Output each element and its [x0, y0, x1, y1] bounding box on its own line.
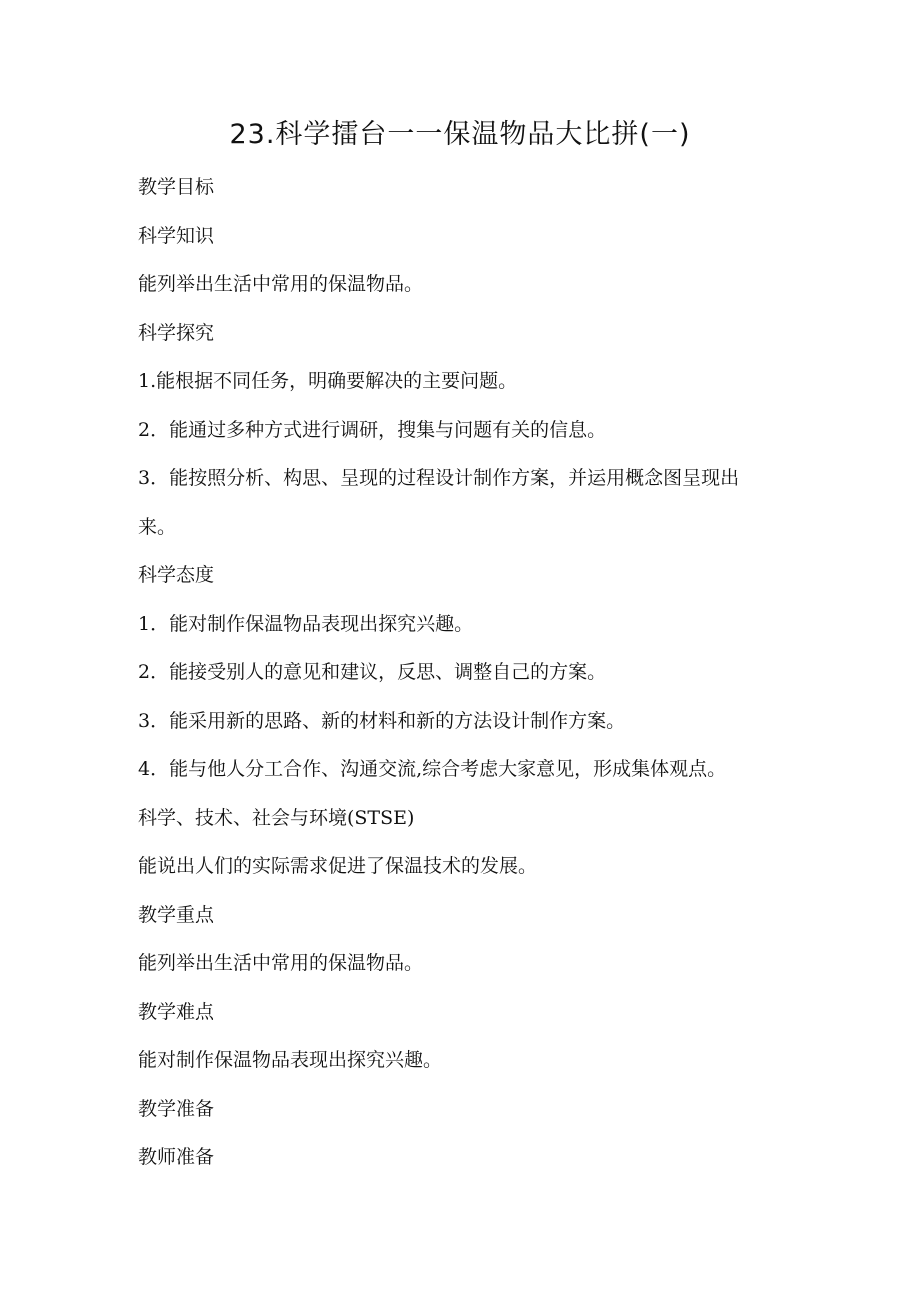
list-item: 4．能与他人分工合作、沟通交流,综合考虑大家意见，形成集体观点。: [138, 758, 727, 780]
heading-teaching-focus: 教学重点: [138, 903, 215, 926]
heading-teaching-goals: 教学目标: [138, 176, 215, 198]
subheading-science-knowledge: 科学知识: [138, 224, 215, 247]
list-item: 1.能根据不同任务，明确要解决的主要问题。: [138, 370, 518, 392]
subheading-teacher-preparation: 教师准备: [138, 1146, 215, 1168]
subheading-science-attitude: 科学态度: [138, 564, 215, 586]
paragraph: 能对制作保温物品表现出探究兴趣。: [138, 1049, 443, 1071]
heading-teaching-preparation: 教学准备: [138, 1097, 215, 1120]
list-item: 2．能接受别人的意见和建议，反思、调整自己的方案。: [138, 661, 607, 683]
list-item: 2．能通过多种方式进行调研，搜集与问题有关的信息。: [138, 418, 607, 441]
subheading-stse: 科学、技术、社会与环境(STSE): [138, 806, 415, 829]
list-item: 3．能按照分析、构思、呈现的过程设计制作方案，并运用概念图呈现出: [138, 467, 740, 489]
paragraph: 能列举出生活中常用的保温物品。: [138, 273, 424, 295]
paragraph: 能说出人们的实际需求促进了保温技术的发展。: [138, 855, 538, 877]
list-item: 1．能对制作保温物品表现出探究兴趣。: [138, 612, 474, 635]
paragraph: 能列举出生活中常用的保温物品。: [138, 952, 424, 974]
list-item-continuation: 来。: [138, 515, 177, 538]
heading-teaching-difficulty: 教学难点: [138, 1000, 215, 1023]
page-title: 23.科学擂台一一保温物品大比拼(一): [229, 119, 691, 150]
list-item: 3．能采用新的思路、新的材料和新的方法设计制作方案。: [138, 709, 626, 732]
document-body: [138, 168, 788, 1187]
subheading-science-inquiry: 科学探究: [138, 321, 215, 344]
